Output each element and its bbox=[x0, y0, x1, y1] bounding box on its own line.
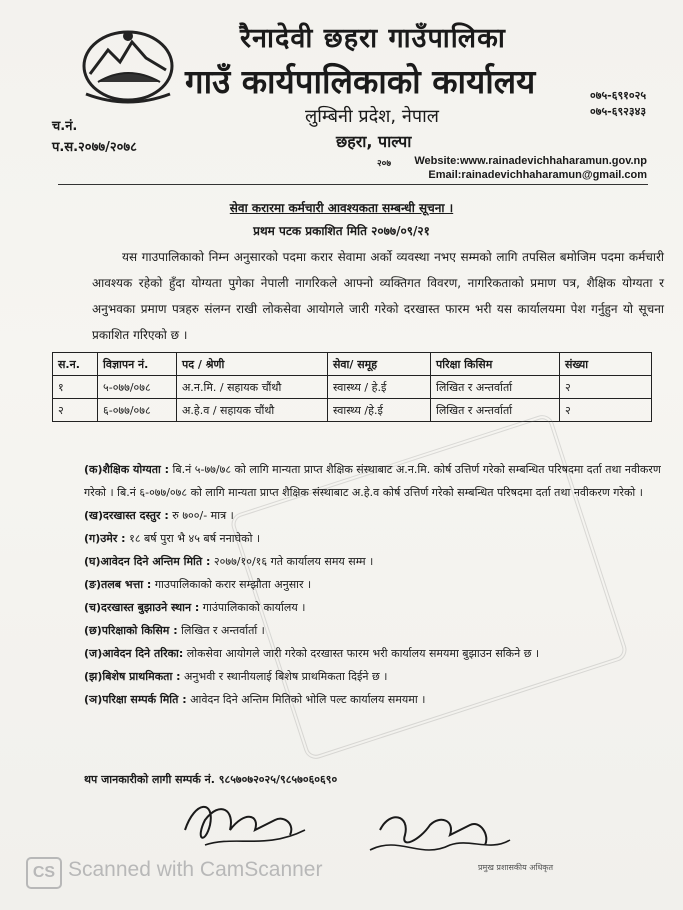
phone-number-1: ०७५-६९१०२५ bbox=[590, 89, 647, 102]
camscanner-watermark: Scanned with CamScanner bbox=[68, 858, 323, 881]
header-divider bbox=[58, 184, 648, 185]
office-name: गाउँ कार्यपालिकाको कार्यालय bbox=[185, 62, 536, 101]
list-item: (ङ)तलब भत्ता : गाउपालिकाको करार सम्झौता अनुसार । bbox=[84, 578, 312, 591]
province-name: लुम्बिनी प्रदेश, नेपाल bbox=[305, 106, 439, 127]
cell-count: २ bbox=[560, 376, 652, 399]
col-exam: परिक्षा किसिम bbox=[431, 353, 560, 376]
list-item: (ग)उमेर : १८ बर्ष पुरा भै ४५ बर्ष ननाघेको । bbox=[84, 532, 261, 545]
website-link[interactable]: Website:www.rainadevichhaharamun.gov.np bbox=[414, 155, 647, 167]
list-item: (ज)आवेदन दिने तरिका: लोकसेवा आयोगले जारी गरेको दरखास्त फारम भरी कार्यालय समयमा बुझाउन सकिने छ । bbox=[84, 647, 540, 660]
col-service: सेवा/ समूह bbox=[328, 353, 431, 376]
col-sn: स.न. bbox=[53, 353, 98, 376]
cell-count: २ bbox=[560, 399, 652, 422]
table-row bbox=[53, 399, 652, 422]
municipality-name: रैनादेवी छहरा गाउँपालिका bbox=[240, 23, 506, 54]
publish-date: प्रथम पटक प्रकाशित मिति २०७७/०९/२१ bbox=[253, 224, 430, 238]
cell-ad-no: ६-०७७/०७८ bbox=[98, 399, 177, 422]
list-item: (ञ)परिक्षा सम्पर्क मिति : आवेदन दिने अन्तिम मितिको भोलि पल्ट कार्यालय समयमा । bbox=[84, 693, 426, 706]
year-mark: २०७ bbox=[377, 159, 392, 169]
list-item: (छ)परिक्षाको किसिम : लिखित र अन्तर्वार्ता । bbox=[84, 624, 265, 637]
list-item: (क)शैक्षिक योग्यता : बि.नं ५-७७/७८ को लागि मान्यता प्राप्त शैक्षिक संस्थाबाट अ.न.मि. कोर्ष उत्तिर्ण गरेको सम्बन्धित परिषदमा दर्ता तथा नवीकरण गरेको । बि.नं ६-०७७/०७८ को लागि मान्यता प्राप्त शैक्षिक संस्थाबाट अ.हे.व कोर्ष उत्तिर्ण गरेको सम्बन्धित परिषदमा दर्ता तथा नवीकरण गरेको । bbox=[84, 463, 661, 499]
list-item: (च)दरखास्त बुझाउने स्थान : गाउंपालिकाको कार्यालय । bbox=[84, 601, 306, 614]
vacancy-table bbox=[52, 352, 652, 422]
email-link[interactable]: Email:rainadevichhaharamun@gmail.com bbox=[428, 169, 647, 181]
table-row bbox=[53, 376, 652, 399]
reference-number: च.नं. bbox=[52, 119, 78, 134]
cell-exam: लिखित र अन्तर्वार्ता bbox=[431, 399, 560, 422]
signatory-title: प्रमुख प्रशासकीय अधिकृत bbox=[478, 863, 554, 872]
requirements-list bbox=[84, 458, 662, 711]
table-header-row bbox=[53, 353, 652, 376]
nepal-emblem-icon bbox=[80, 24, 176, 106]
col-ad-no: विज्ञापन नं. bbox=[98, 353, 177, 376]
contact-numbers: थप जानकारीको लागी सम्पर्क नं. ९८५७०७२०२५/९८५७०६०६९० bbox=[84, 773, 338, 786]
cell-ad-no: ५-०७७/०७८ bbox=[98, 376, 177, 399]
cell-service: स्वास्थ्य / हे.ई bbox=[328, 376, 431, 399]
locality-name: छहरा, पाल्पा bbox=[336, 132, 412, 151]
cell-exam: लिखित र अन्तर्वार्ता bbox=[431, 376, 560, 399]
list-item: (झ)बिशेष प्राथमिकता : अनुभवी र स्थानीयलाई बिशेष प्राथमिकता दिईने छ । bbox=[84, 670, 388, 683]
phone-number-2: ०७५-६९२३४३ bbox=[590, 105, 647, 118]
cell-post: अ.हे.व / सहायक चौंथौ bbox=[177, 399, 328, 422]
col-post: पद / श्रेणी bbox=[177, 353, 328, 376]
cell-sn: १ bbox=[53, 376, 98, 399]
cell-sn: २ bbox=[53, 399, 98, 422]
list-item: (ख)दरखास्त दस्तुर : रु ७००/- मात्र । bbox=[84, 509, 234, 522]
signature-1-icon bbox=[175, 790, 335, 860]
camscanner-logo-icon: CS bbox=[26, 857, 62, 889]
list-item: (घ)आवेदन दिने अन्तिम मिति : २०७७/१०/१६ गते कार्यालय समय सम्म । bbox=[84, 555, 374, 568]
cell-service: स्वास्थ्य /हे.ई bbox=[328, 399, 431, 422]
col-count: संख्या bbox=[560, 353, 652, 376]
cell-post: अ.न.मि. / सहायक चौंथौ bbox=[177, 376, 328, 399]
notice-intro: यस गाउपालिकाको निम्न अनुसारको पदमा करार सेवामा अर्को व्यवस्था नभए सम्मको लागि तपसिल बमोजिम पदमा कर्मचारी आवश्यक रहेको हुँदा योग्यता पुगेका नेपाली नागरिकले आफ्नो व्यक्तिगत विवरण, नागरिकताको प्रमाण पत्र, शैक्षिक योग्यता र अनुभवका प्रमाण पत्रहरु संलग्न राखी लोकसेवा आयोगले जारी गरेको दरखास्त फारम भरी यस कार्यालयमा पेश गर्नुहुन यो सूचना प्रकाशित गरिएको छ । bbox=[92, 250, 664, 342]
fiscal-year: प.स.२०७७/२०७८ bbox=[52, 140, 137, 155]
notice-title: सेवा करारमा कर्मचारी आवश्यकता सम्बन्धी सूचना । bbox=[229, 201, 454, 215]
